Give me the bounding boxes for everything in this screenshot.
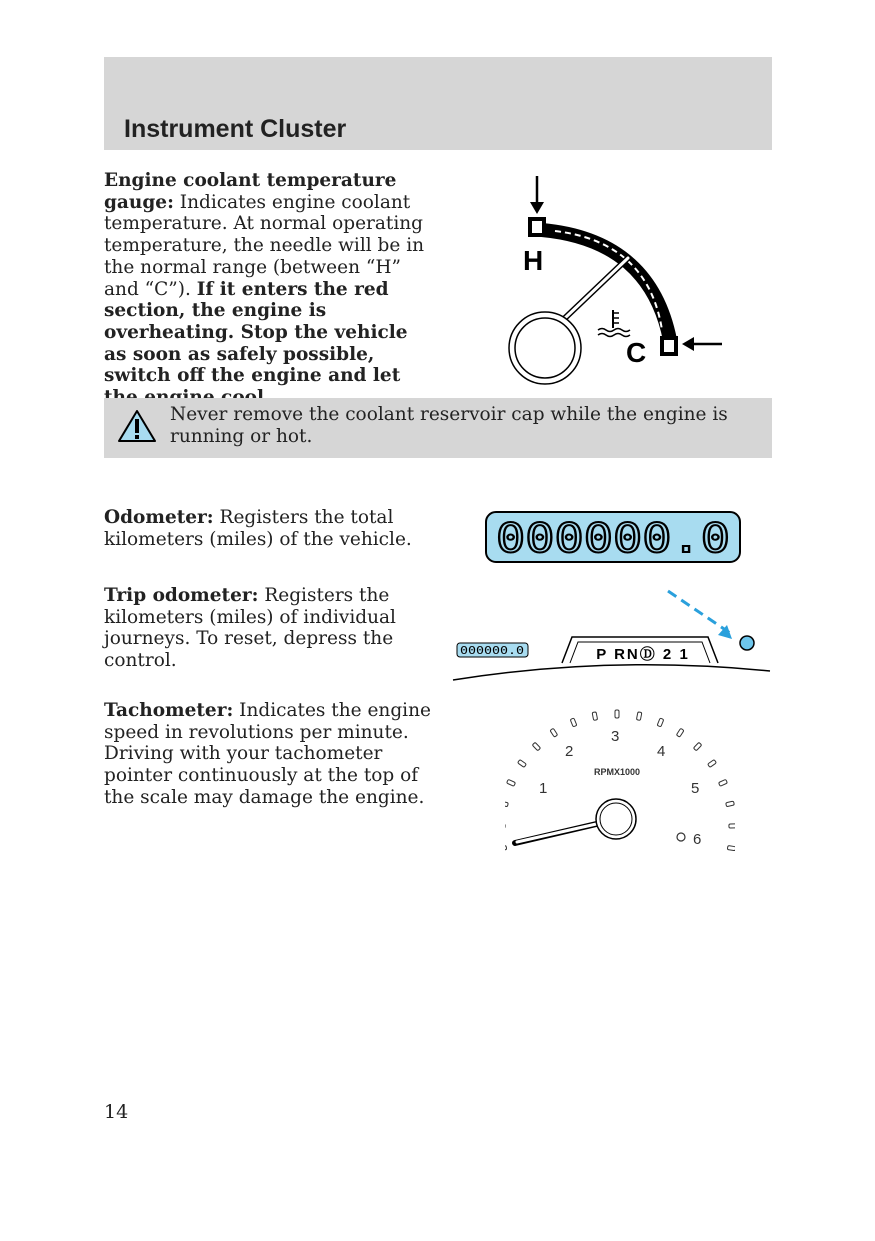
gauge-hub-inner — [515, 318, 575, 378]
tach-scale-1: 1 — [539, 780, 548, 797]
tach-needle-inner — [517, 822, 605, 842]
tach-tick — [507, 779, 516, 786]
tach-tick — [505, 801, 508, 807]
tachometer-description: Indicates the engine speed in revolutions per minute. Driving with your tachometer pointer continuously at the top of the scale may damage the engine. — [104, 700, 431, 808]
tach-tick — [532, 742, 540, 751]
cold-arrow-icon — [682, 337, 694, 351]
warning-triangle-icon — [116, 408, 158, 444]
gauge-hot-label: H — [523, 245, 544, 276]
trip-odometer-description: Registers the kilometers (miles) of individual journeys. To reset, depress the control. — [104, 585, 396, 672]
dashboard-outline — [453, 665, 770, 680]
trip-odometer-figure — [450, 585, 775, 685]
tach-tick — [636, 712, 641, 721]
tach-tick — [615, 710, 619, 718]
tachometer-figure — [505, 700, 735, 855]
odometer-display-figure — [484, 510, 744, 566]
coolant-description: Indicates engine coolant temperature. At normal operating temperature, the needle will be in the normal range (between “H” and “C”). — [104, 191, 425, 300]
tach-hub-inner — [600, 803, 632, 835]
odometer-heading: Odometer: — [104, 507, 214, 528]
tach-tick — [570, 718, 577, 727]
tach-tick — [719, 779, 728, 786]
coolant-temperature-icon — [598, 310, 630, 337]
tach-scale-6: 6 — [693, 831, 702, 848]
cold-marker — [662, 338, 676, 354]
gauge-needle-inner — [565, 258, 628, 318]
coolant-paragraph — [104, 170, 434, 409]
hot-marker — [530, 219, 544, 235]
tachometer-paragraph — [104, 700, 434, 809]
tach-tick — [550, 728, 558, 737]
warning-box — [104, 398, 772, 458]
tach-scale-2: 2 — [565, 743, 574, 760]
tach-tick — [727, 846, 735, 851]
hot-arrow-icon — [530, 202, 544, 214]
warning-text: Never remove the coolant reservoir cap while the engine is running or hot. — [170, 404, 728, 447]
tach-tick — [518, 760, 527, 768]
coolant-heading: Engine coolant temperature gauge: — [104, 170, 397, 213]
trip-mini-display-value: 000000.0 — [460, 644, 524, 657]
tach-tick — [676, 728, 684, 737]
trip-odometer-paragraph — [104, 585, 434, 672]
odometer-description: Registers the total kilometers (miles) of the vehicle. — [104, 507, 412, 550]
coolant-gauge-figure — [500, 170, 730, 395]
tach-tick — [657, 718, 664, 727]
gear-indicator: P RNⒹ 2 1 — [596, 646, 690, 663]
tach-scale-3: 3 — [611, 728, 620, 745]
tach-tick — [708, 760, 717, 768]
tach-tick — [505, 846, 507, 851]
tach-tick — [729, 824, 735, 828]
odometer-display-value: 000000.0 — [496, 516, 730, 562]
tach-scale-4: 4 — [657, 743, 666, 760]
tach-tick — [726, 801, 735, 807]
tach-indicator-icon — [677, 833, 685, 841]
reset-pointer-arrow-icon — [718, 625, 732, 639]
gauge-cold-label: C — [626, 337, 647, 368]
tach-tick — [693, 742, 701, 751]
section-title: Instrument Cluster — [124, 115, 347, 143]
tachometer-heading: Tachometer: — [104, 700, 234, 721]
trip-odometer-heading: Trip odometer: — [104, 585, 259, 606]
page-number: 14 — [104, 1101, 129, 1123]
tach-scale-5: 5 — [691, 780, 700, 797]
tach-tick — [592, 712, 597, 721]
section-header-band — [104, 57, 772, 150]
reset-pointer-line — [668, 591, 730, 633]
coolant-overheat-warning: If it enters the red section, the engine is overheating. Stop the vehicle as soon as safely possible, switch off the engine and let — [104, 278, 408, 387]
trip-reset-button[interactable] — [740, 636, 754, 650]
odometer-paragraph — [104, 507, 434, 550]
tach-unit-label: RPMX1000 — [593, 767, 641, 777]
